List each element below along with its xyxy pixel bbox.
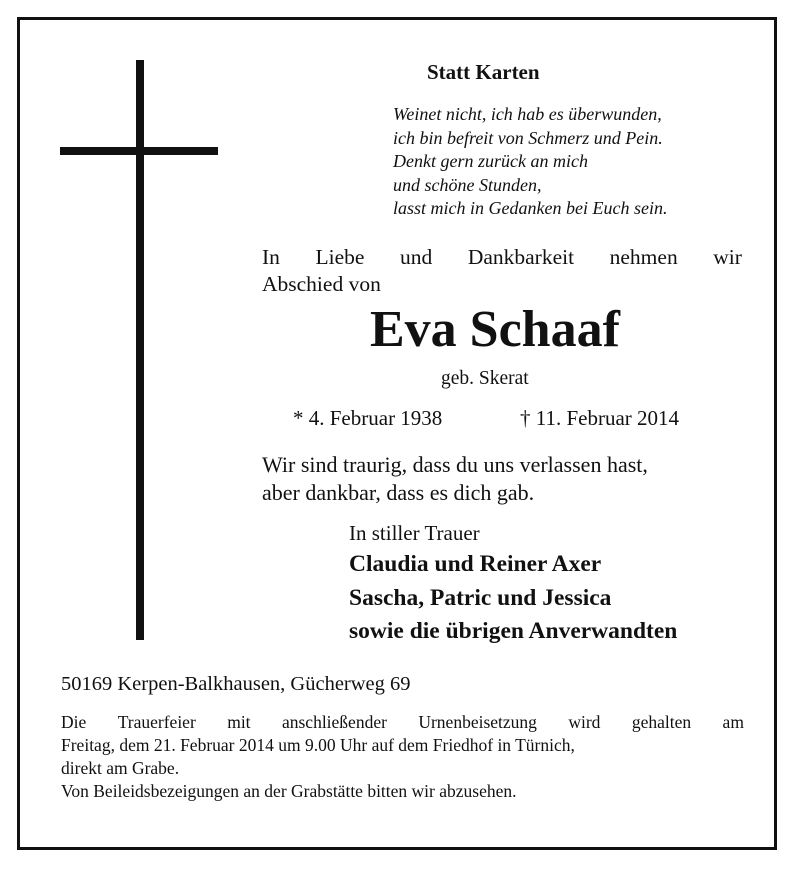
funeral-details bbox=[61, 711, 744, 803]
details-word: Die bbox=[61, 712, 87, 732]
poem-line: lasst mich in Gedanken bei Euch sein. bbox=[393, 198, 668, 218]
intro-word: Dankbarkeit bbox=[467, 245, 575, 269]
poem-line: Weinet nicht, ich hab es überwunden, bbox=[393, 104, 662, 124]
details-word: Trauerfeier bbox=[117, 712, 196, 732]
poem-line: ich bin befreit von Schmerz und Pein. bbox=[393, 127, 663, 148]
intro-word: Liebe bbox=[315, 245, 365, 269]
deceased-name: Eva Schaaf bbox=[370, 301, 620, 358]
mourner-name: Claudia und Reiner Axer bbox=[349, 551, 602, 577]
intro-word: und bbox=[400, 245, 433, 269]
mourners-list bbox=[349, 548, 677, 649]
cross-horizontal-beam bbox=[60, 147, 218, 155]
details-line-4: Von Beileidsbezeigungen an der Grabstätte bitten wir abzusehen. bbox=[61, 781, 517, 801]
poem bbox=[393, 103, 667, 221]
intro-line-2: Abschied von bbox=[262, 272, 381, 296]
details-word: mit bbox=[227, 712, 251, 732]
birth-date: * 4. Februar 1938 bbox=[293, 406, 443, 430]
intro-line-1 bbox=[262, 244, 742, 271]
details-word: anschließender bbox=[281, 712, 387, 732]
maiden-name: geb. Skerat bbox=[441, 368, 529, 389]
mourner-name: Sascha, Patric und Jessica bbox=[349, 584, 612, 611]
header-title: Statt Karten bbox=[427, 60, 540, 84]
details-line-2: Freitag, dem 21. Februar 2014 um 9.00 Uhr auf dem Friedhof in Türnich, bbox=[61, 735, 575, 755]
mourner-name: sowie die übrigen Anverwandten bbox=[349, 618, 678, 644]
intro-text bbox=[262, 244, 742, 298]
details-word: Urnenbeisetzung bbox=[418, 712, 537, 732]
address: 50169 Kerpen-Balkhausen, Gücherweg 69 bbox=[61, 673, 411, 695]
poem-line: und schöne Stunden, bbox=[393, 174, 542, 195]
intro-word: In bbox=[262, 245, 280, 269]
intro-word: nehmen bbox=[609, 245, 678, 269]
closing-line: Wir sind traurig, dass du uns verlassen hast, bbox=[262, 452, 648, 477]
intro-word: wir bbox=[713, 245, 742, 269]
mourners-label: In stiller Trauer bbox=[349, 521, 480, 545]
details-line-1 bbox=[61, 711, 744, 734]
details-line-3: direkt am Grabe. bbox=[61, 758, 180, 778]
death-date: † 11. Februar 2014 bbox=[520, 406, 680, 430]
poem-line: Denkt gern zurück an mich bbox=[393, 151, 588, 171]
closing-line: aber dankbar, dass es dich gab. bbox=[262, 480, 535, 505]
details-word: am bbox=[722, 712, 744, 732]
details-word: gehalten bbox=[631, 712, 692, 732]
closing-text bbox=[262, 451, 648, 507]
details-word: wird bbox=[568, 712, 601, 732]
